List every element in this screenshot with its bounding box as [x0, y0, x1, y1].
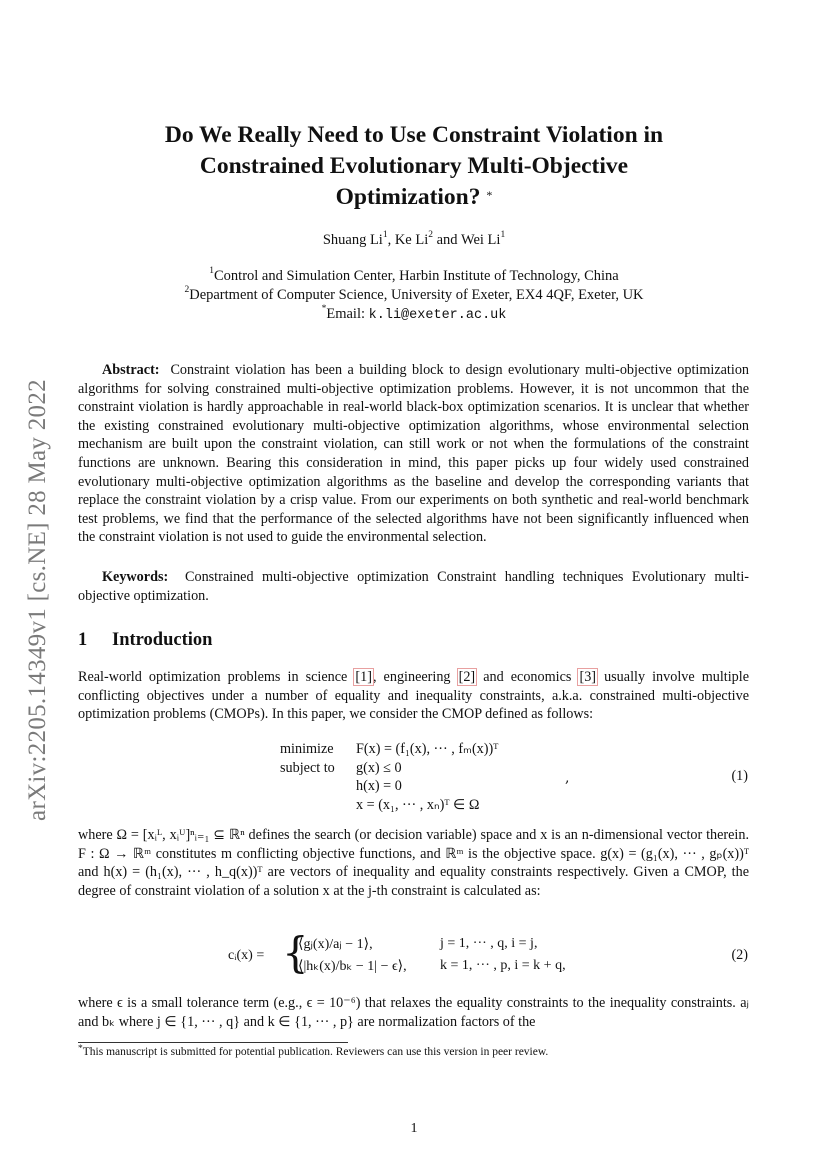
abstract-label: Abstract:: [102, 362, 160, 378]
keywords: [78, 568, 749, 605]
footnote-text: This manuscript is submitted for potential publication. Reviewers can use this version in peer review.: [82, 1046, 549, 1058]
email-address[interactable]: k.li@exeter.ac.uk: [368, 308, 507, 323]
intro-text: Real-world optimization problems in science: [78, 669, 355, 685]
equation-number-2: (2): [731, 947, 748, 963]
contact-email: [0, 306, 828, 323]
intro-paragraph: [78, 668, 749, 724]
equation-number-1: (1): [731, 768, 748, 784]
author-name: Shuang Li: [322, 232, 383, 248]
eq2-case-1: ⟨gⱼ(x)/aⱼ − 1⟩,: [298, 937, 373, 952]
author-name: Wei Li: [460, 232, 501, 248]
eq-inequality: g(x) ≤ 0: [356, 759, 402, 776]
keywords-label: Keywords:: [102, 569, 169, 585]
email-label: Email:: [326, 306, 369, 322]
eq-subject-to-label: subject to: [280, 759, 335, 776]
affil-mark: 2: [184, 285, 190, 295]
affil-text: Control and Simulation Center, Harbin Institute of Technology, China: [214, 268, 619, 284]
affiliation-1: [0, 268, 828, 285]
footnote: [78, 1046, 548, 1058]
intro-text: , engineering: [372, 669, 458, 685]
tolerance-paragraph: where ϵ is a small tolerance term (e.g., ϵ = 10⁻⁶) that relaxes the equality constraints to the inequality constraints. aⱼ and bₖ where j ∈ {1, ··· , q} and k ∈ {1, ··· , p} are normalization factors of the: [78, 995, 749, 1030]
abstract: [78, 361, 749, 547]
author-list: [0, 232, 828, 249]
left-brace: {: [282, 928, 309, 977]
section-title: Introduction: [112, 630, 213, 650]
affil-mark: 1: [209, 266, 214, 276]
eq-equality: h(x) = 0: [356, 778, 402, 794]
eq-domain: x = (x₁, ··· , xₙ)ᵀ ∈ Ω: [356, 796, 480, 813]
section-heading: [78, 630, 212, 651]
eq-spacer: [280, 777, 356, 796]
author-separator: and: [433, 232, 461, 248]
section-number: 1: [78, 630, 88, 650]
eq-objective: F(x) = (f₁(x), ··· , fₘ(x))ᵀ: [356, 741, 499, 757]
affil-text: Department of Computer Science, University of Exeter, EX4 4QF, Exeter, UK: [189, 287, 644, 303]
footnote-divider: [78, 1042, 348, 1043]
eq2-lhs: cᵢ(x) =: [228, 948, 265, 963]
title-line-1: Do We Really Need to Use Constraint Violation in: [164, 122, 664, 148]
eq-minimize-label: minimize: [280, 741, 334, 757]
author-name: Ke Li: [394, 232, 429, 248]
title-line-2: Constrained Evolutionary Multi-Objective: [199, 153, 629, 179]
author-affil-mark: 1: [500, 230, 506, 240]
eq-comma: ,: [565, 770, 570, 786]
intro-text: and economics: [476, 669, 579, 685]
author-separator: ,: [387, 232, 395, 248]
citation-link[interactable]: [3]: [579, 669, 597, 685]
page-number: 1: [410, 1121, 418, 1136]
author-affil-mark: 2: [428, 230, 433, 240]
citation-link[interactable]: [1]: [355, 669, 372, 685]
eq-spacer: [280, 796, 356, 815]
paper-title: [100, 120, 728, 213]
title-footnote-mark: *: [486, 188, 493, 202]
keywords-text: Constrained multi-objective optimization Constraint handling techniques Evolutionary multi-objective optimization.: [78, 569, 749, 604]
email-mark: *: [321, 304, 327, 314]
abstract-text: Constraint violation has been a building block to design evolutionary multi-objective optimization algorithms for solving constrained multi-objective optimization problems. However, it is not uncommon that the constraint violation is hardly approachable in real-world black-box optimization scenarios. It is unclear that whether the existing constrained evolutionary multi-objective optimization algorithms, whose environmental selection mechanism are built upon the constraint violation, can still work or not when the formulations of the constraint functions are unknown. Bearing this consideration in mind, this paper picks up four widely used constrained evolutionary multi-objective optimization algorithms as the baseline and develop the corresponding variants that replace the constraint violation by a crisp value. From our experiments on both synthetic and real-world benchmark test problems, we find that the performance of the selected algorithms have not been significantly influenced when the constraint violation is not used to guide the environmental selection.: [78, 362, 750, 546]
eq2-condition-1: j = 1, ··· , q, i = j,: [440, 936, 538, 951]
author-affil-mark: 1: [382, 230, 388, 240]
equation-1: [280, 740, 498, 814]
eq2-case-2: ⟨|hₖ(x)/bₖ − 1| − ϵ⟩,: [298, 959, 407, 974]
title-line-3-wrap: [100, 182, 728, 213]
citation-link[interactable]: [2]: [458, 669, 476, 685]
title-line-3: Optimization?: [335, 184, 481, 210]
arxiv-identifier-text: arXiv:2205.14349v1 [cs.NE] 28 May 2022: [24, 379, 51, 821]
footnote-mark: *: [78, 1044, 83, 1054]
definition-paragraph: where Ω = [xᵢᴸ, xᵢᵁ]ⁿᵢ₌₁ ⊆ ℝⁿ defines the search (or decision variable) space and x is an n-dimensional vector therein. F : Ω → ℝᵐ constitutes m conflicting objective functions, and ℝᵐ is the objective space. g(x) = (g₁(x), ··· , gₚ(x))ᵀ and h(x) = (h₁(x), ··· , h_q(x))ᵀ are vectors of inequality and equality constraints respectively. Given a CMOP, the degree of constraint violation of a solution x at the j-th constraint is calculated as:: [78, 827, 749, 899]
intro-text: usually involve multiple conflicting objectives under a number of equality and inequality constraints, a.k.a. constrained multi-objective optimization problems (CMOPs). In this paper, we consider the CMOP defined as follows:: [78, 669, 750, 723]
eq2-condition-2: k = 1, ··· , p, i = k + q,: [440, 958, 566, 973]
affiliation-2: [0, 287, 828, 304]
